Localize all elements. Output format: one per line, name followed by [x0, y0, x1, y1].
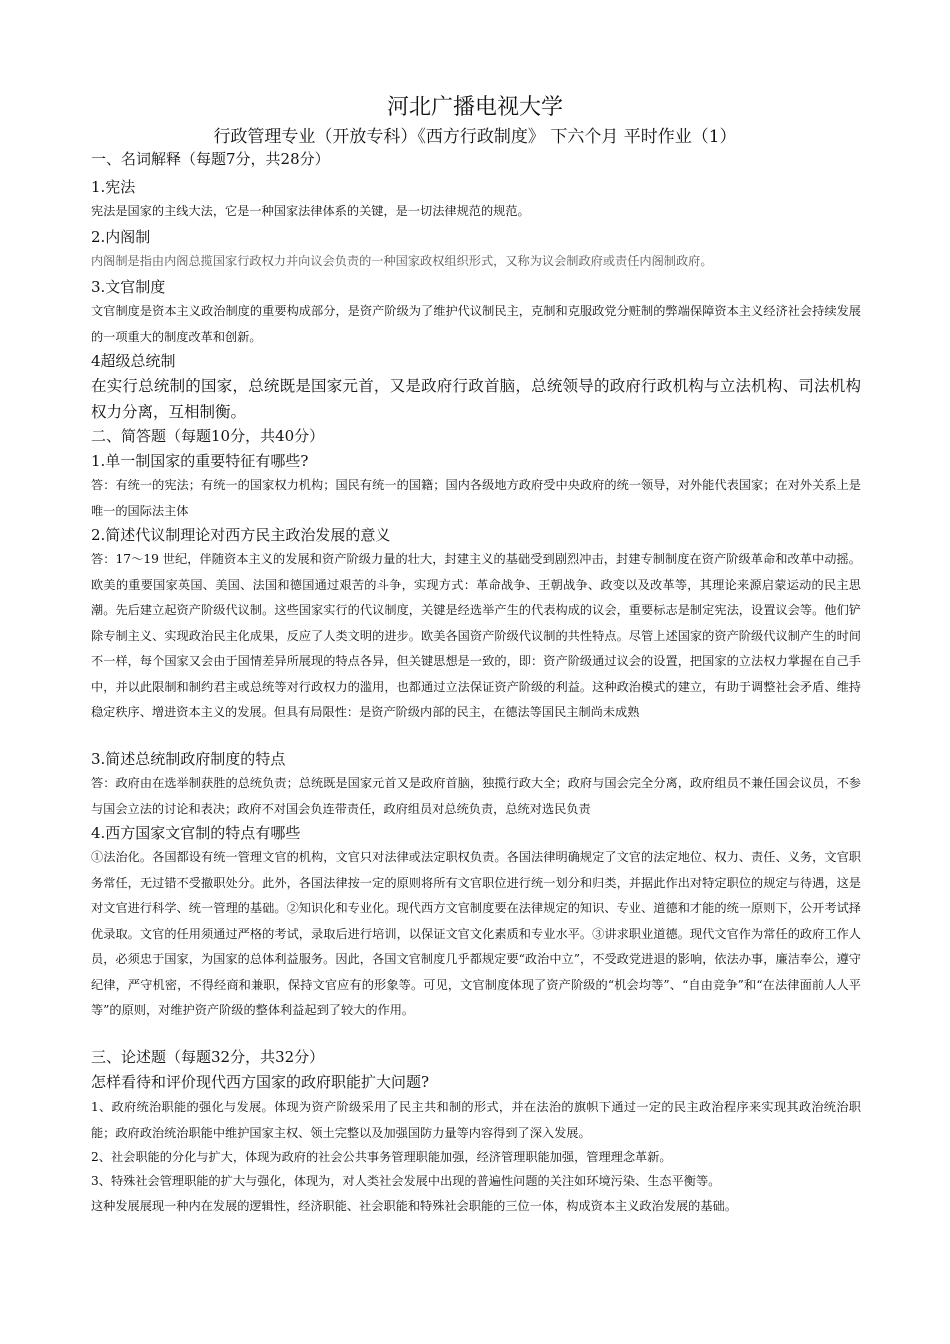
term-question-3: 3.文官制度: [91, 278, 166, 296]
short-question-2: 2.简述代议制理论对西方民主政治发展的意义: [91, 526, 391, 544]
short-answer-3: 答：政府由在选举制获胜的总统负责；总统既是国家元首又是政府首脑，独揽行政大全；政府与国会完全分离，政府组员不兼任国会议员，不参与国会立法的讨论和表决；政府不对国会负连带责任，政府组员对总统负责，总统对选民负责: [91, 776, 861, 816]
term-question-2: 2.内阁制: [91, 228, 151, 246]
short-question-4: 4.西方国家文官制的特点有哪些: [91, 824, 301, 842]
course-title: 行政管理专业（开放专科）《西方行政制度》 下六个月 平时作业（1）: [213, 127, 737, 147]
essay-paragraph-1: 1、政府统治职能的强化与发展。体现为资产阶级采用了民主共和制的形式，并在法治的旗帜下通过一定的民主政治程序来实现其政治统治职能；政府政治统治职能中维护国家主权、领土完整以及加强国防力量等内容得到了深入发展。: [91, 1100, 861, 1140]
essay-paragraph-2: 2、社会职能的分化与扩大，体现为政府的社会公共事务管理职能加强，经济管理职能加强，管理理念革新。: [91, 1150, 672, 1164]
section-heading-essay: 三、论述题（每题32分，共32分）: [91, 1048, 325, 1066]
section-heading-terms: 一、名词解释（每题7分，共28分）: [91, 150, 330, 168]
short-question-3: 3.简述总统制政府制度的特点: [91, 750, 286, 768]
term-question-4: 4超级总统制: [91, 352, 176, 370]
term-answer-3: 文官制度是资本主义政治制度的重要构成部分，是资产阶级为了维护代议制民主，克制和克服政党分赃制的弊端保障资本主义经济社会持续发展的一项重大的制度改革和创新。: [91, 304, 861, 344]
essay-question: 怎样看待和评价现代西方国家的政府职能扩大问题?: [91, 1073, 430, 1091]
short-answer-1: 答：有统一的宪法；有统一的国家权力机构；国民有统一的国籍；国内各级地方政府受中央政府的统一领导，对外能代表国家；在对外关系上是唯一的国际法主体: [91, 478, 861, 518]
term-question-1: 1.宪法: [91, 178, 136, 196]
term-answer-1: 宪法是国家的主线大法，它是一种国家法律体系的关键，是一切法律规范的规范。: [91, 204, 530, 218]
essay-paragraph-3: 3、特殊社会管理职能的扩大与强化，体现为，对人类社会发展中出现的普遍性问题的关注如环境污染、生态平衡等。: [91, 1174, 721, 1188]
term-answer-2: 内阁制是指由内阁总揽国家行政权力并向议会负责的一种国家政权组织形式，又称为议会制政府或责任内阁制政府。: [91, 254, 713, 268]
term-answer-4: 在实行总统制的国家，总统既是国家元首，又是政府行政首脑，总统领导的政府行政机构与立法机构、司法机构权力分离，互相制衡。: [91, 377, 861, 421]
short-question-1: 1.单一制国家的重要特征有哪些?: [91, 452, 309, 470]
short-answer-2: 答：17～19 世纪，伴随资本主义的发展和资产阶级力量的壮大，封建主义的基础受到剧烈冲击，封建专制制度在资产阶级革命和改革中动摇。欧美的重要国家英国、美国、法国和德国通过艰苦的斗争，实现方式：革命战争、王朝战争、政变以及改革等，其理论来源启蒙运动的民主思潮。先后建立起资产阶级代议制。这些国家实行的代议制度，关键是经选举产生的代表构成的议会，重要标志是制定宪法，设置议会等。他们铲除专制主义、实现政治民主化成果，反应了人类文明的进步。欧美各国资产阶级代议制的共性特点。尽管上述国家的资产阶级代议制产生的时间不一样，每个国家又会由于国情差异所展现的特点各异，但关键思想是一致的，即：资产阶级通过议会的设置，把国家的立法权力掌握在自己手中，并以此限制和制约君主或总统等对行政权力的滥用，也都通过立法保证资产阶级的利益。这种政治模式的建立，有助于调整社会矛盾、维持稳定秩序、增进资本主义的发展。但具有局限性：是资产阶级内部的民主，在德法等国民主制尚未成熟: [91, 552, 861, 719]
section-heading-short: 二、简答题（每题10分，共40分）: [91, 427, 325, 445]
short-answer-4: ①法治化。各国都设有统一管理文官的机构，文官只对法律或法定职权负责。各国法律明确规定了文官的法定地位、权力、责任、义务，文官职务常任，无过错不受撤职处分。此外，各国法律按一定的原则将所有文官职位进行统一划分和归类，并据此作出对特定职位的规定与待遇，这是对文官进行科学、统一管理的基础。②知识化和专业化。现代西方文官制度要在法律规定的知识、专业、道德和才能的统一原则下，公开考试择优录取。文官的任用须通过严格的考试，录取后进行培训，以保证文官文化素质和专业水平。③讲求职业道德。现代文官作为常任的政府工作人员，必须忠于国家，为国家的总体利益服务。因此，各国文官制度几乎都规定要“政治中立”，不受政党进退的影响，依法办事，廉洁奉公，遵守纪律，严守机密，不得经商和兼职，保持文官应有的形象等。可见，文官制度体现了资产阶级的“机会均等”、“自由竞争”和“在法律面前人人平等”的原则，对维护资产阶级的整体利益起到了较大的作用。: [91, 850, 861, 1017]
school-title: 河北广播电视大学: [386, 95, 563, 120]
essay-paragraph-4: 这种发展展现一种内在发展的逻辑性，经济职能、社会职能和特殊社会职能的三位一体，构成资本主义政治发展的基础。: [91, 1199, 737, 1213]
